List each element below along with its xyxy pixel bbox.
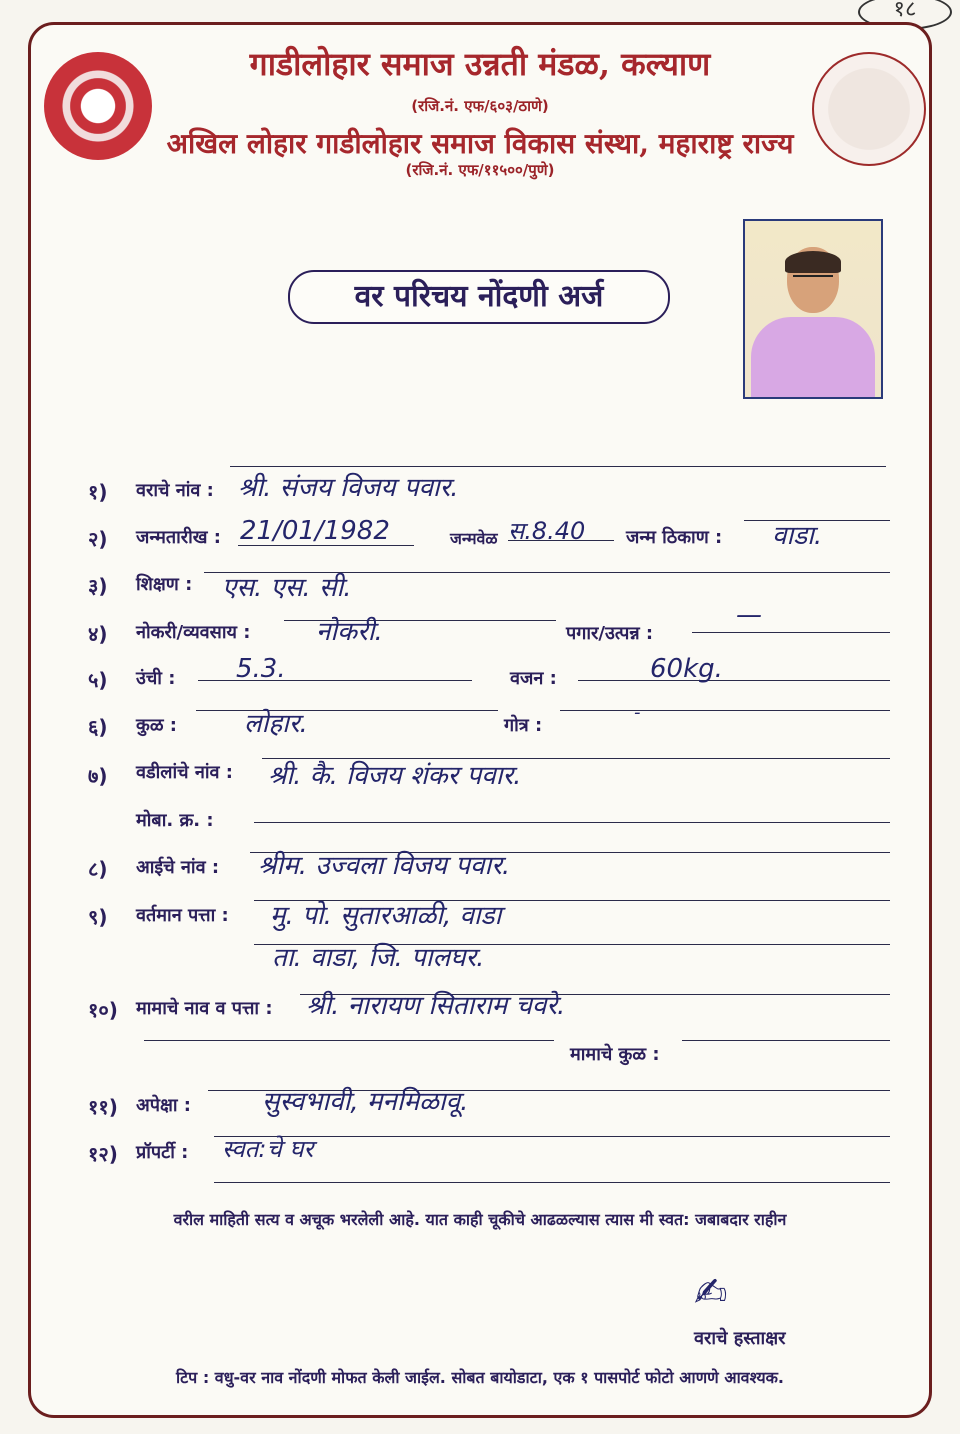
field-8-number: ८) [88, 857, 108, 881]
gotra-value[interactable]: - [634, 702, 641, 723]
kul-line [196, 710, 498, 711]
gotra-label: गोत्र : [504, 715, 543, 736]
field-10-number: १०) [88, 998, 118, 1022]
kul-value[interactable]: लोहार. [244, 709, 308, 739]
birth-time-label: जन्मवेळ [450, 529, 498, 548]
field-4-number: ४) [88, 622, 108, 646]
field-1-number: १) [88, 480, 108, 504]
maternal-kul-line [682, 1040, 890, 1041]
maternal-uncle-value[interactable]: श्री. नारायण सिताराम चवरे. [306, 991, 566, 1021]
expectations-value[interactable]: सुस्वभावी, मनमिळावू. [262, 1087, 469, 1117]
passport-photo [743, 219, 883, 399]
field-1-label: वराचे नांव : [136, 480, 214, 501]
signature-label: वराचे हस्ताक्षर [694, 1328, 786, 1349]
field-3-number: ३) [88, 574, 108, 598]
property-value[interactable]: स्वत:चे घर [222, 1135, 314, 1163]
education-value[interactable]: एस. एस. सी. [222, 573, 352, 603]
mobile-line [254, 822, 890, 823]
field-6-label: कुळ : [136, 715, 177, 736]
field-8-label: आईचे नांव : [136, 857, 220, 878]
org2-title: अखिल लोहार गाडीलोहार समाज विकास संस्था, महाराष्ट्र राज्य [166, 127, 794, 160]
birth-place-label: जन्म ठिकाण : [626, 527, 723, 548]
weight-line [578, 680, 890, 681]
field-9-label: वर्तमान पत्ता : [136, 905, 229, 926]
mother-name-value[interactable]: श्रीम. उज्वला विजय पवार. [258, 851, 511, 881]
property-line-1 [214, 1136, 890, 1137]
address-value-2[interactable]: ता. वाडा, जि. पालघर. [272, 943, 485, 973]
groom-name-value[interactable]: श्री. संजय विजय पवार. [238, 473, 459, 503]
field-5-number: ५) [88, 668, 108, 692]
field-11-label: अपेक्षा : [136, 1095, 192, 1116]
property-line-2 [214, 1182, 890, 1183]
field-9-number: ९) [88, 905, 108, 929]
maternal-uncle-line-2 [144, 1040, 554, 1041]
field-2-number: २) [88, 527, 108, 551]
weight-value[interactable]: 60kg. [650, 654, 723, 684]
field-10-label: मामाचे नाव व पत्ता : [136, 998, 273, 1019]
field-3-label: शिक्षण : [136, 574, 193, 595]
field-11-number: ११) [88, 1095, 118, 1119]
org1-title: गाडीलोहार समाज उन्नती मंडळ, कल्याण [249, 45, 711, 83]
weight-label: वजन : [510, 668, 557, 689]
field-6-number: ६) [88, 715, 108, 739]
mobile-label: मोबा. क्र. : [136, 810, 214, 831]
height-value[interactable]: 5.3. [236, 654, 286, 684]
income-label: पगार/उत्पन्न : [566, 623, 654, 644]
dob-value[interactable]: 21/01/1982 [240, 516, 390, 546]
org1-registration: (रजि.नं. एफ/६०३/ठाणे) [411, 97, 549, 115]
field-4-label: नोकरी/व्यवसाय : [136, 622, 251, 643]
field-2-label: जन्मतारीख : [136, 527, 221, 548]
gotra-line [560, 710, 890, 711]
org2-registration: (रजि.नं. एफ/११५००/पुणे) [405, 161, 555, 179]
father-name-value[interactable]: श्री. कै. विजय शंकर पवार. [268, 761, 522, 791]
field-7-label: वडीलांचे नांव : [136, 762, 233, 783]
page-number: १८ [858, 0, 952, 30]
field-12-label: प्रॉपर्टी : [136, 1142, 189, 1163]
address-value-1[interactable]: मु. पो. सुतारआळी, वाडा [270, 901, 502, 931]
occupation-value[interactable]: नोकरी. [316, 617, 383, 647]
field-5-label: उंची : [136, 668, 176, 689]
footer-note: टिप : वधु-वर नाव नोंदणी मोफत केली जाईल. सोबत बायोडाटा, एक १ पासपोर्ट फोटो आणणे आवश्यक. [175, 1368, 785, 1387]
field-1-line [230, 466, 886, 467]
groom-signature-icon: ✍ [694, 1270, 728, 1316]
birth-place-value[interactable]: वाडा. [772, 521, 823, 551]
field-12-number: १२) [88, 1142, 118, 1166]
income-line [692, 632, 890, 633]
birth-time-value[interactable]: स.8.40 [508, 517, 586, 545]
form-title: वर परिचय नोंदणी अर्ज [288, 270, 670, 324]
declaration-text: वरील माहिती सत्य व अचूक भरलेली आहे. यात काही चूकीचे आढळल्यास त्यास मी स्वत: जबाबदार राहीन [173, 1210, 787, 1229]
field-7-number: ७) [88, 764, 108, 788]
maternal-kul-label: मामाचे कुळ : [570, 1044, 660, 1065]
income-value[interactable]: — [736, 600, 762, 630]
